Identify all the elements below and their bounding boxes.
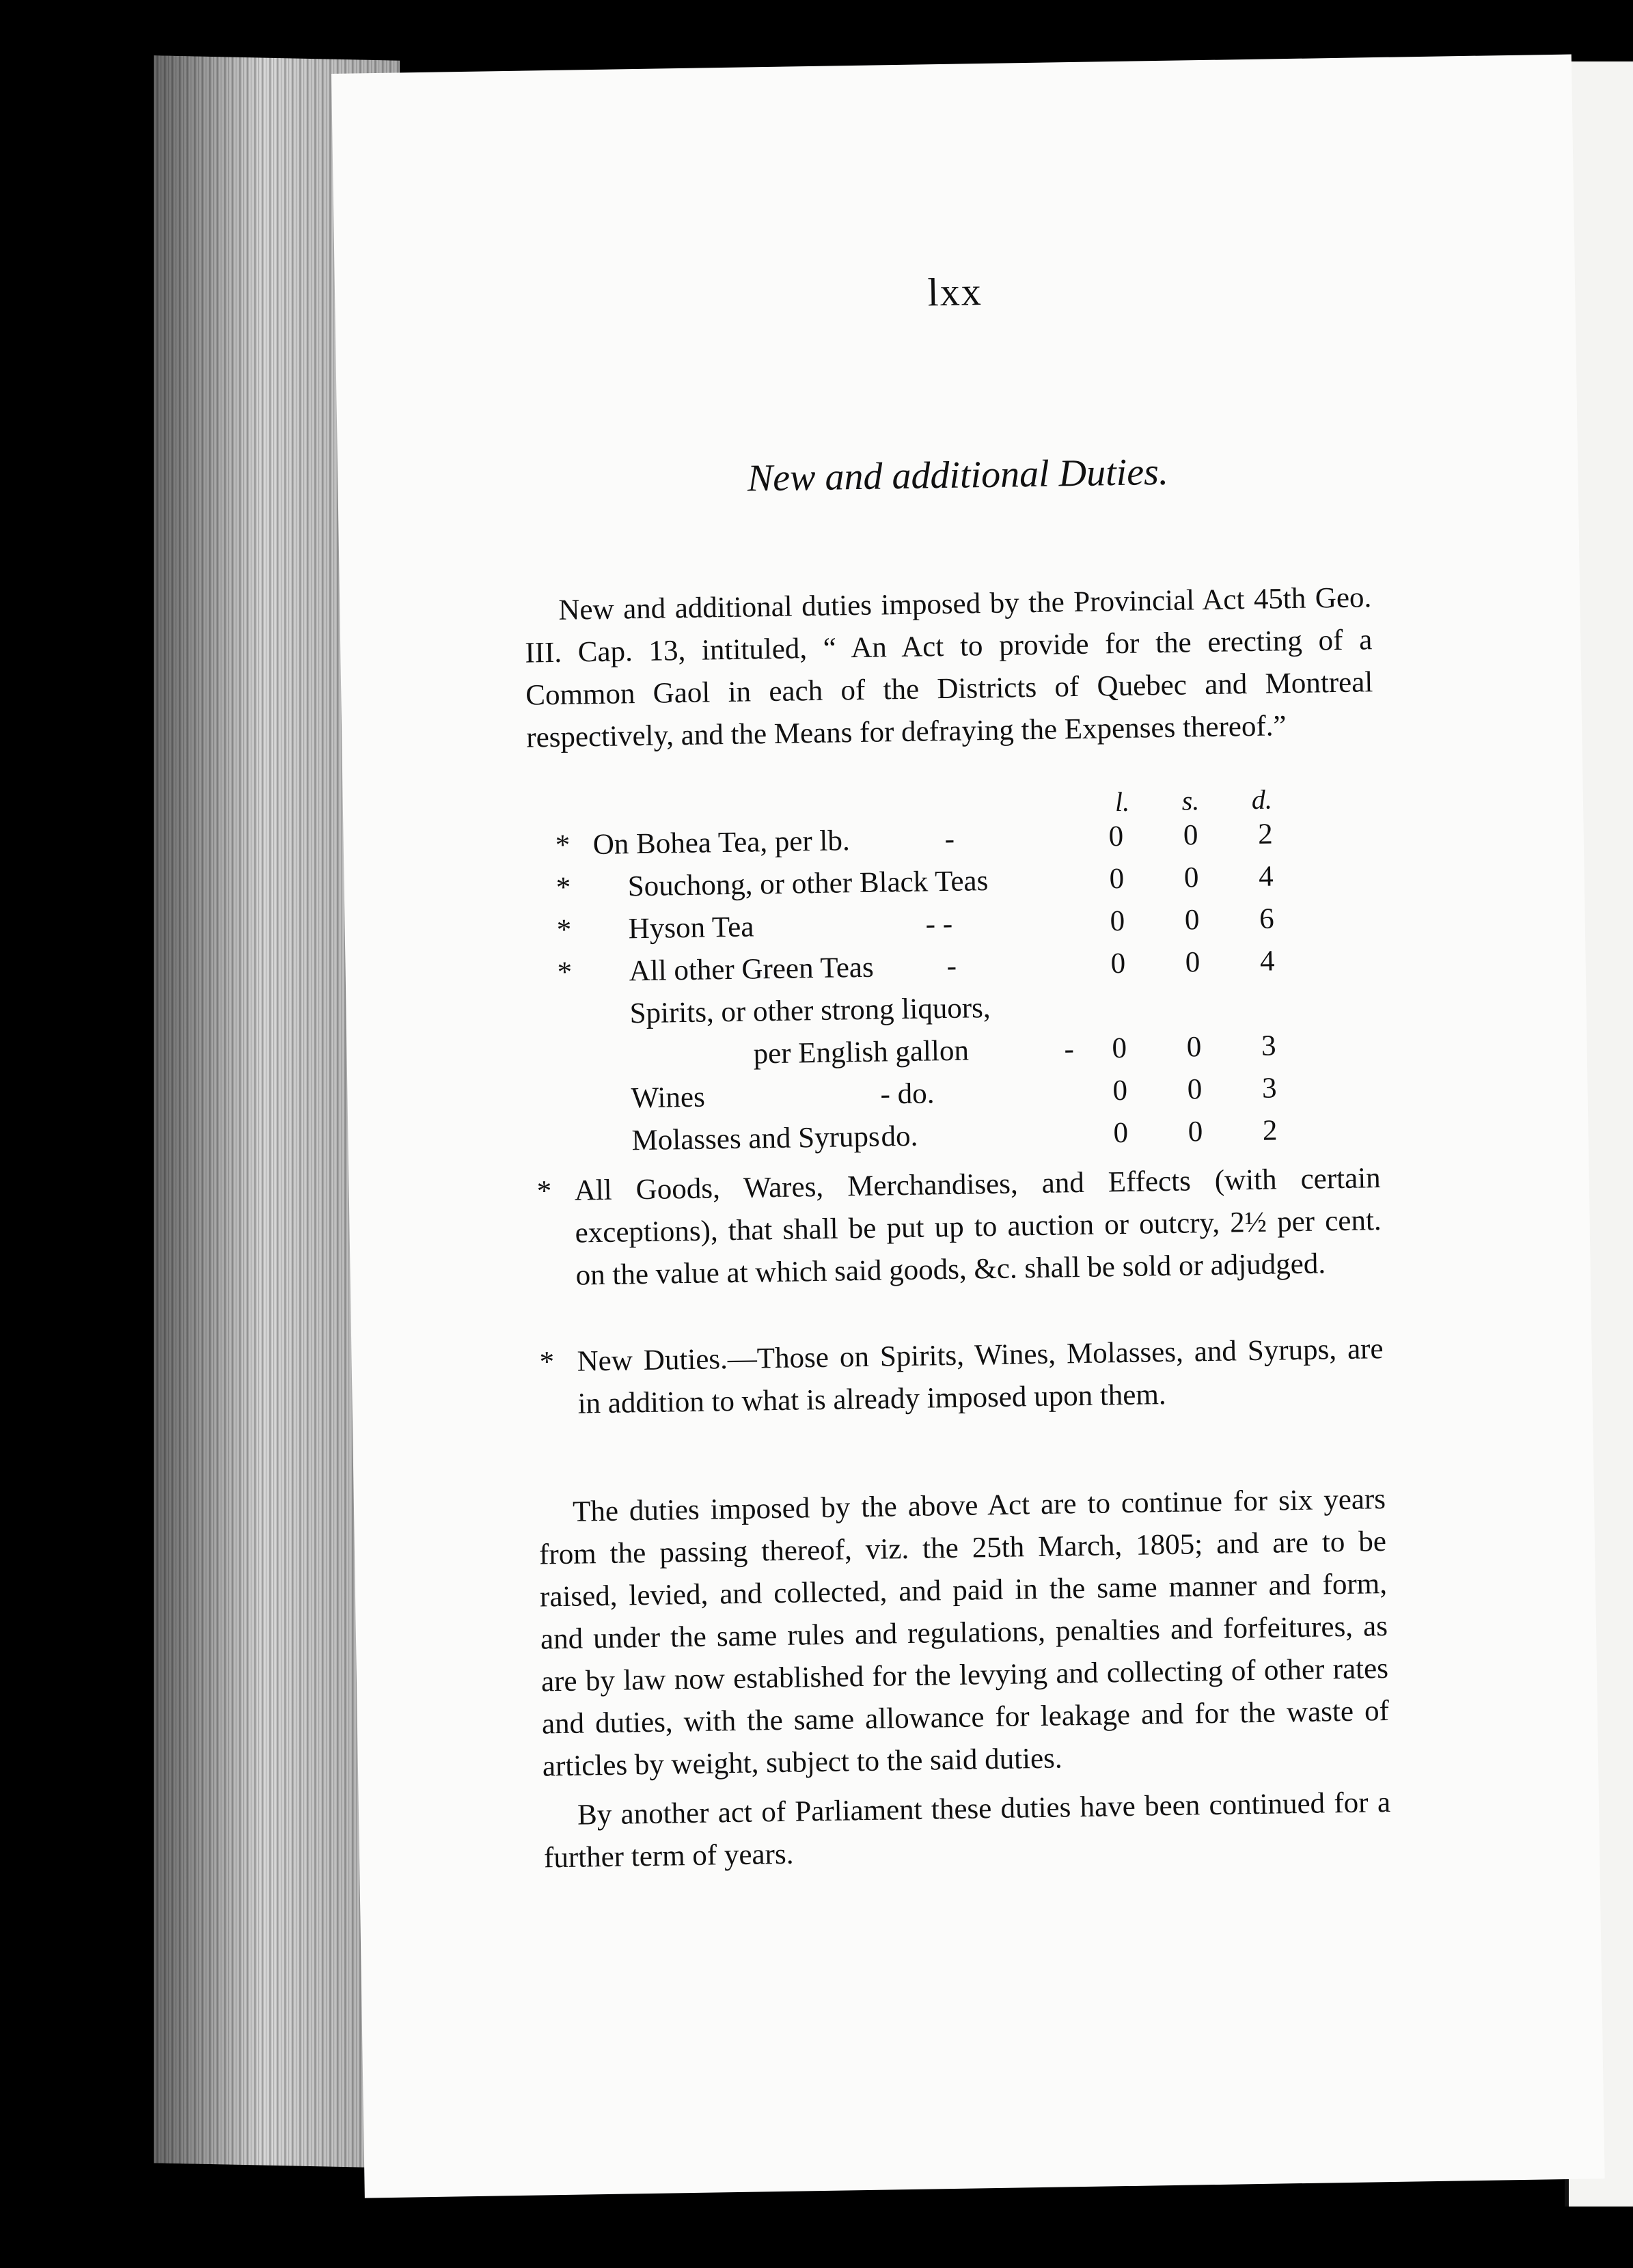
closing-paragraph-1: The duties imposed by the above Act are to continue for six years from the passing thereof, viz. the 25th March, 1805; and are to be raised, levied, and collected, and paid in the same manner and form, and under the same rules and regulations, penalties and forfeitures, as are by law now established for the levying and collecting of other rates and duties, with the same allowance for leakage and for the waste of articles by weight, subject to the said duties. <box>538 1483 1390 1783</box>
amount-s: 0 <box>1184 904 1200 937</box>
leader-mark: - <box>944 822 955 856</box>
duty-amount <box>1108 818 1273 854</box>
leader-mark: - do. <box>880 1077 935 1111</box>
auction-note-text: All Goods, Wares, Merchandises, and Effects (with certain exceptions), that shall be put up to auction or outcry, 2½ per cent. on the value at which said goods, &c. shall be sold or adjudged. <box>574 1162 1382 1292</box>
amount-s: 0 <box>1187 1073 1203 1106</box>
amount-l: 0 <box>1109 862 1125 896</box>
leader-mark: - <box>946 950 957 983</box>
amount-l: 0 <box>1112 1032 1127 1065</box>
asterisk-mark: * <box>556 913 572 946</box>
intro-paragraph: New and additional duties imposed by the Provincial Act 45th Geo. III. Cap. 13, intituled, “ An Act to provide for the erecting of a Common Gaol in each of the Districts of Quebec and Montreal respectively, and the Means for defraying the Expenses thereof.” <box>524 581 1373 754</box>
auction-note <box>536 1157 1382 1297</box>
asterisk-mark: * <box>539 1346 555 1379</box>
duty-item-name: All other Green Teas <box>629 951 874 988</box>
amount-s: 0 <box>1183 819 1198 852</box>
leader-mark: - <box>1064 1033 1075 1066</box>
amount-d: 2 <box>1257 818 1274 850</box>
shillings-header: s. <box>1181 785 1200 816</box>
amount-d: 3 <box>1261 1029 1276 1062</box>
amount-l: 0 <box>1113 1116 1129 1150</box>
amount-s: 0 <box>1186 1031 1202 1064</box>
asterisk-mark: * <box>555 829 571 861</box>
pounds-header: l. <box>1114 786 1130 818</box>
closing-paragraph-2: By another act of Parliament these duties have been continued for a further term of years. <box>543 1786 1391 1875</box>
duty-item-name: Wines <box>631 1081 706 1115</box>
amount-d: 4 <box>1258 860 1274 893</box>
amount-l: 0 <box>1110 904 1125 938</box>
amount-s: 0 <box>1183 861 1199 894</box>
amount-l: 0 <box>1110 947 1126 980</box>
duty-item-name: On Bohea Tea, per lb. <box>592 825 851 861</box>
new-duties-note-text: New Duties.—Those on Spirits, Wines, Molasses, and Syrups, are in addition to what is already imposed upon them. <box>577 1333 1384 1420</box>
leader-mark: do. <box>881 1120 918 1153</box>
duty-item-name: Spirits, or other strong liquors, <box>629 992 991 1030</box>
new-duties-note <box>539 1328 1384 1426</box>
duty-item-name: per English gallon <box>753 1034 970 1070</box>
asterisk-mark: * <box>555 871 571 904</box>
amount-s: 0 <box>1188 1116 1203 1148</box>
duty-item-name: Hyson Tea <box>628 911 754 945</box>
closing-paragraphs <box>538 1478 1392 1879</box>
section-title: New and additional Duties. <box>747 450 1169 500</box>
duty-amount <box>1112 1029 1276 1065</box>
asterisk-mark: * <box>557 956 573 988</box>
page-number: lxx <box>927 269 983 315</box>
duty-item-name: Souchong, or other Black Teas <box>627 865 989 903</box>
duty-amount <box>1109 859 1274 896</box>
amount-d: 4 <box>1259 945 1275 978</box>
duty-amount <box>1113 1114 1278 1150</box>
leader-mark: - - <box>925 907 953 941</box>
amount-d: 3 <box>1261 1072 1277 1105</box>
amount-d: 6 <box>1259 902 1274 935</box>
asterisk-mark: * <box>536 1175 552 1208</box>
duty-amount <box>1110 944 1275 980</box>
amount-l: 0 <box>1112 1074 1128 1107</box>
amount-l: 0 <box>1108 820 1124 853</box>
book-page <box>331 54 1605 2198</box>
amount-s: 0 <box>1185 946 1200 979</box>
duty-item-name: Molasses and Syrups <box>631 1120 881 1157</box>
duty-amount <box>1112 1071 1277 1107</box>
amount-d: 2 <box>1262 1114 1278 1147</box>
currency-column-headers <box>1115 784 1273 818</box>
duty-amount <box>1110 902 1274 938</box>
pence-header: d. <box>1251 784 1273 815</box>
